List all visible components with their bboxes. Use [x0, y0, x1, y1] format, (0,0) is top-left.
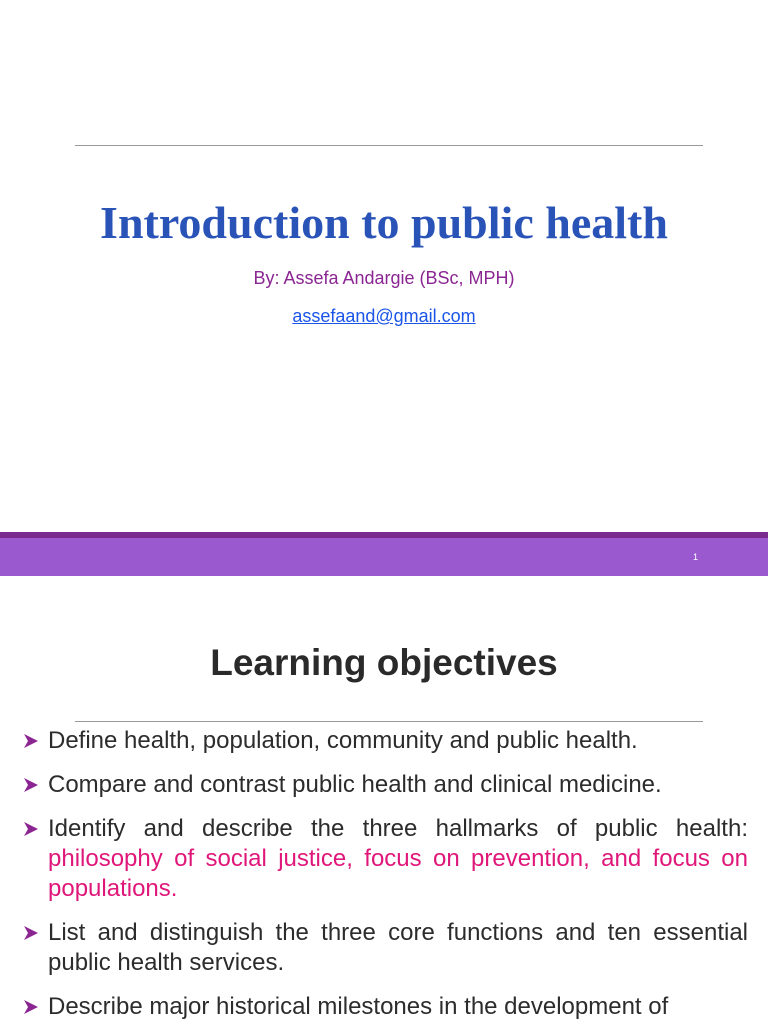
author-email	[0, 306, 768, 327]
arrow-bullet-icon	[20, 814, 42, 844]
objective-text: List and distinguish the three core functions and ten essential public health services.	[48, 919, 748, 976]
objective-text: Describe major historical milestones in the development of	[48, 993, 669, 1020]
objective-text: Compare and contrast public health and clinical medicine.	[48, 771, 662, 798]
list-item	[20, 814, 748, 904]
objective-text: Define health, population, community and public health.	[48, 727, 638, 754]
page-number: 1	[692, 552, 698, 562]
arrow-bullet-icon	[20, 918, 42, 948]
arrow-bullet-icon	[20, 726, 42, 756]
slide-title: Learning objectives	[210, 642, 558, 683]
author-byline: By: Assefa Andargie (BSc, MPH)	[253, 268, 515, 288]
title-divider	[75, 721, 703, 722]
objectives-list	[20, 726, 748, 1036]
objective-text: Identify and describe the three hallmarks of public health:	[48, 815, 748, 842]
email-link[interactable]: assefaand@gmail.com	[292, 306, 476, 326]
footer-bar	[0, 538, 768, 576]
objective-highlight: philosophy of social justice, focus on prevention, and focus on populations.	[48, 845, 748, 902]
slide-title: Introduction to public health	[100, 197, 668, 248]
title-divider	[75, 145, 703, 146]
slide-2	[0, 576, 768, 1024]
arrow-bullet-icon	[20, 992, 42, 1022]
list-item	[20, 992, 748, 1022]
list-item	[20, 770, 748, 800]
arrow-bullet-icon	[20, 770, 42, 800]
list-item	[20, 918, 748, 978]
list-item	[20, 726, 748, 756]
